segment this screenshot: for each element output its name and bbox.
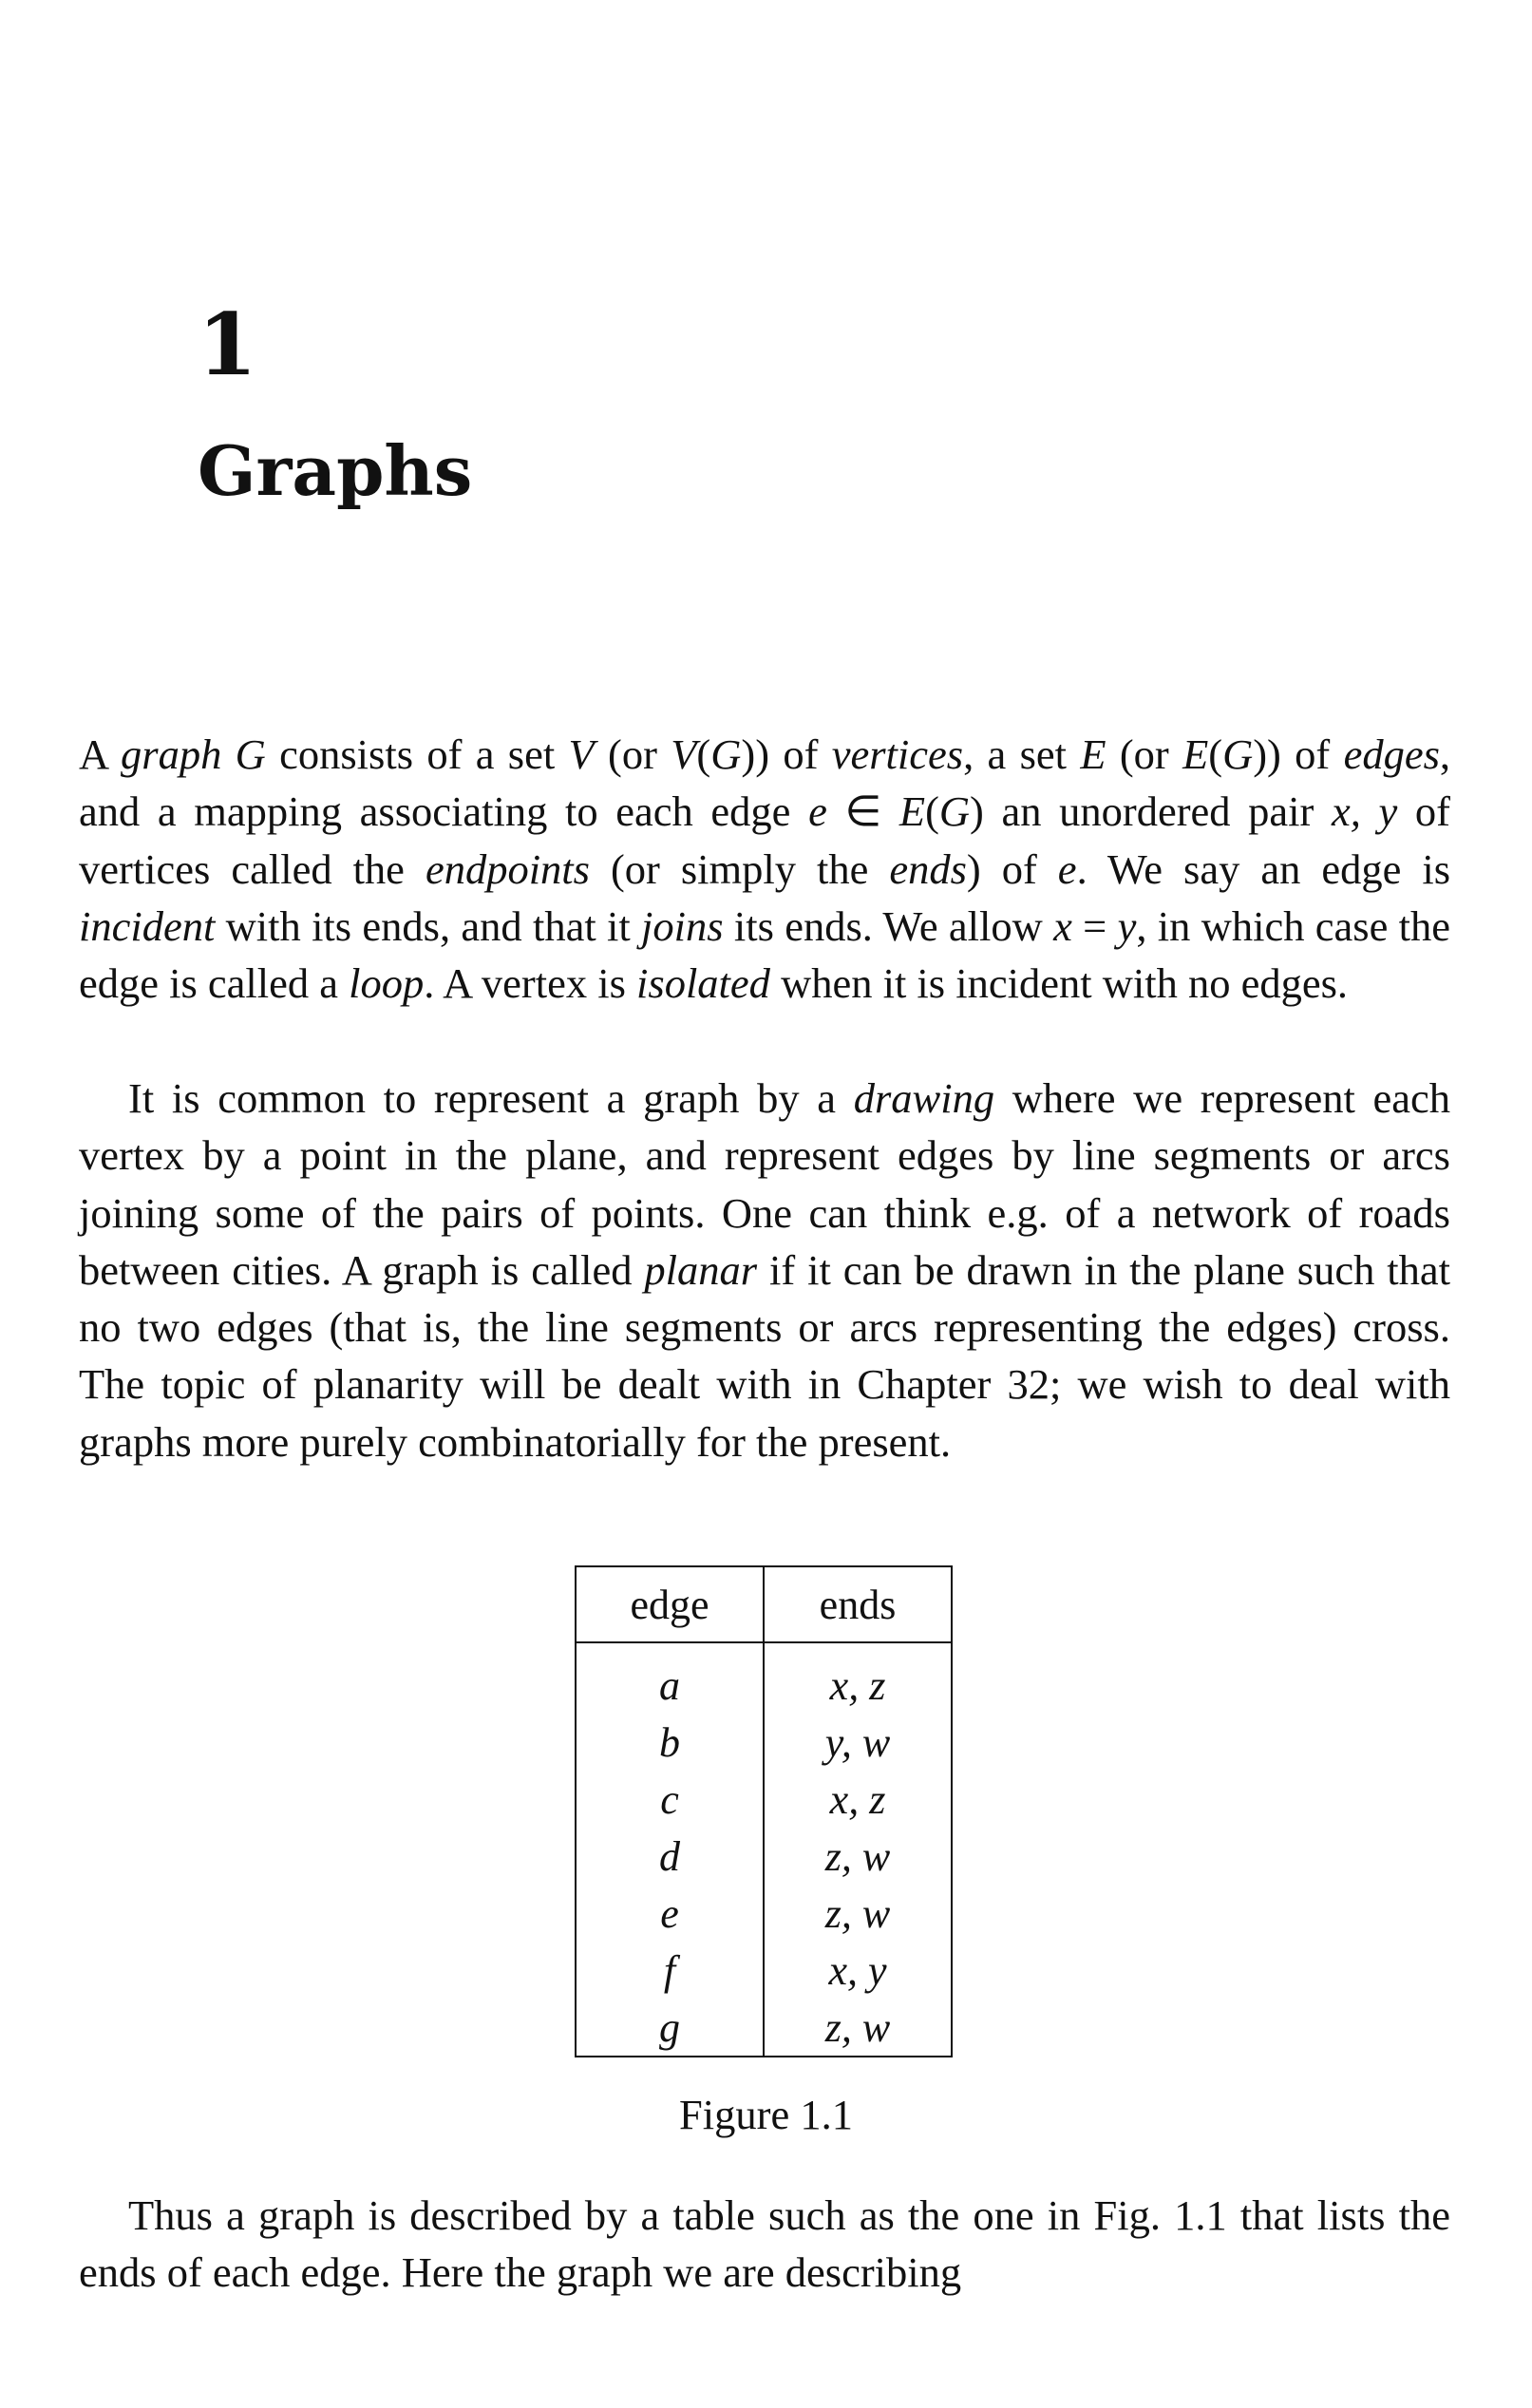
column-header-ends: ends <box>764 1567 951 1642</box>
column-header-edge: edge <box>577 1567 764 1642</box>
italic-term: y <box>1117 901 1137 950</box>
text-run: (or simply the <box>589 844 890 893</box>
text-run: , a set <box>963 730 1081 778</box>
text-run: A <box>79 730 121 778</box>
italic-term: G <box>1222 730 1254 778</box>
text-run: . A vertex is <box>424 959 637 1008</box>
edge-cell: c <box>577 1771 764 1828</box>
chapter-title: Graphs <box>198 430 473 511</box>
edge-cell: e <box>577 1885 764 1942</box>
paragraph-table-description <box>79 2187 1450 2302</box>
text-run: (or <box>594 730 671 778</box>
text-run: when it is incident with no edges. <box>769 959 1349 1008</box>
text-run: . We say an edge is <box>1076 844 1451 893</box>
table-row <box>577 1885 951 1942</box>
text-run: It is common to represent a graph by a <box>128 1074 854 1122</box>
ends-cell: z, w <box>824 1889 891 1937</box>
italic-term: planar <box>644 1245 758 1294</box>
text-run: its ends. We allow <box>723 901 1054 950</box>
text-run: consists of a set <box>265 730 569 778</box>
text-run: of vertices called the <box>79 787 1450 893</box>
chapter-number: 1 <box>198 294 257 395</box>
text-run: , and a mapping associating to each edge <box>79 730 1451 836</box>
italic-term: x <box>1053 901 1072 950</box>
edge-cell: b <box>577 1714 764 1771</box>
table-row <box>577 1642 951 1714</box>
table-body <box>577 1642 951 2056</box>
ends-cell: z, w <box>824 1832 891 1880</box>
text-run: ( <box>696 730 711 778</box>
italic-term: G <box>710 730 742 778</box>
italic-term: graph G <box>121 730 266 778</box>
italic-term: endpoints <box>425 844 590 893</box>
edge-cell: a <box>577 1642 764 1714</box>
edge-cell: f <box>577 1942 764 1999</box>
text-run: ( <box>1208 730 1223 778</box>
italic-term: e <box>1057 844 1077 893</box>
table-row <box>577 1828 951 1885</box>
text-run: )) of <box>1253 730 1344 778</box>
edge-table <box>575 1565 953 2057</box>
ends-cell: z, w <box>824 2003 891 2051</box>
italic-term: V <box>671 730 697 778</box>
text-run: = <box>1071 901 1118 950</box>
text-run: )) of <box>741 730 832 778</box>
italic-term: E <box>898 787 926 836</box>
italic-term: ends <box>889 844 967 893</box>
text-run: if it can be drawn in the plane such that no two edges (that is, the line segments or arcs representing the edges) cross. The topic of planarity will be dealt with in Chapter 32; we wish to deal with graphs more purely combinatorially for the present. <box>79 1245 1450 1466</box>
paragraph-drawing <box>79 1070 1450 1470</box>
italic-term: drawing <box>853 1074 995 1122</box>
italic-term: E <box>1182 730 1209 778</box>
italic-term: G <box>938 787 971 836</box>
figure-caption: Figure 1.1 <box>679 2091 853 2138</box>
table-row <box>577 1771 951 1828</box>
table-row <box>577 1999 951 2056</box>
edge-cell: d <box>577 1828 764 1885</box>
italic-term: x, y <box>1331 787 1398 836</box>
text-run: where we represent each vertex by a point in the plane, and represent edges by line segments or arcs joining some of the pairs of points. One can think e.g. of a network of roads between cities. A graph is called <box>79 1074 1451 1294</box>
italic-term: vertices <box>831 730 964 778</box>
edge-cell: g <box>577 1999 764 2056</box>
italic-term: joins <box>641 901 724 950</box>
table-row <box>577 1942 951 1999</box>
italic-term: E <box>1080 730 1106 778</box>
text-run: ( <box>925 787 939 836</box>
italic-term: incident <box>79 901 216 950</box>
italic-term: isolated <box>636 959 770 1008</box>
italic-term: e <box>808 787 827 836</box>
italic-term: loop <box>349 959 425 1008</box>
italic-term: V <box>568 730 595 778</box>
text-run: , in which case the edge is called a <box>79 901 1450 1008</box>
text-run: ) an unordered pair <box>970 787 1332 836</box>
italic-term: edges <box>1343 730 1440 778</box>
text-run: (or <box>1106 730 1183 778</box>
text-run: Thus a graph is described by a table such as the one in Fig. 1.1 that lists the ends of each edge. Here the graph we are describing <box>79 2191 1450 2297</box>
paragraph-graph-definition <box>79 726 1450 1012</box>
text-run: ) of <box>966 844 1058 893</box>
text-run: ∈ <box>826 787 899 836</box>
ends-cell: x, y <box>828 1946 887 1994</box>
ends-cell: x, z <box>829 1661 886 1709</box>
table-row <box>577 1714 951 1771</box>
edge-ends-table <box>577 1567 951 2056</box>
ends-cell: y, w <box>824 1718 891 1766</box>
table-header-row <box>577 1567 951 1642</box>
ends-cell: x, z <box>829 1775 886 1823</box>
text-run: with its ends, and that it <box>215 901 642 950</box>
